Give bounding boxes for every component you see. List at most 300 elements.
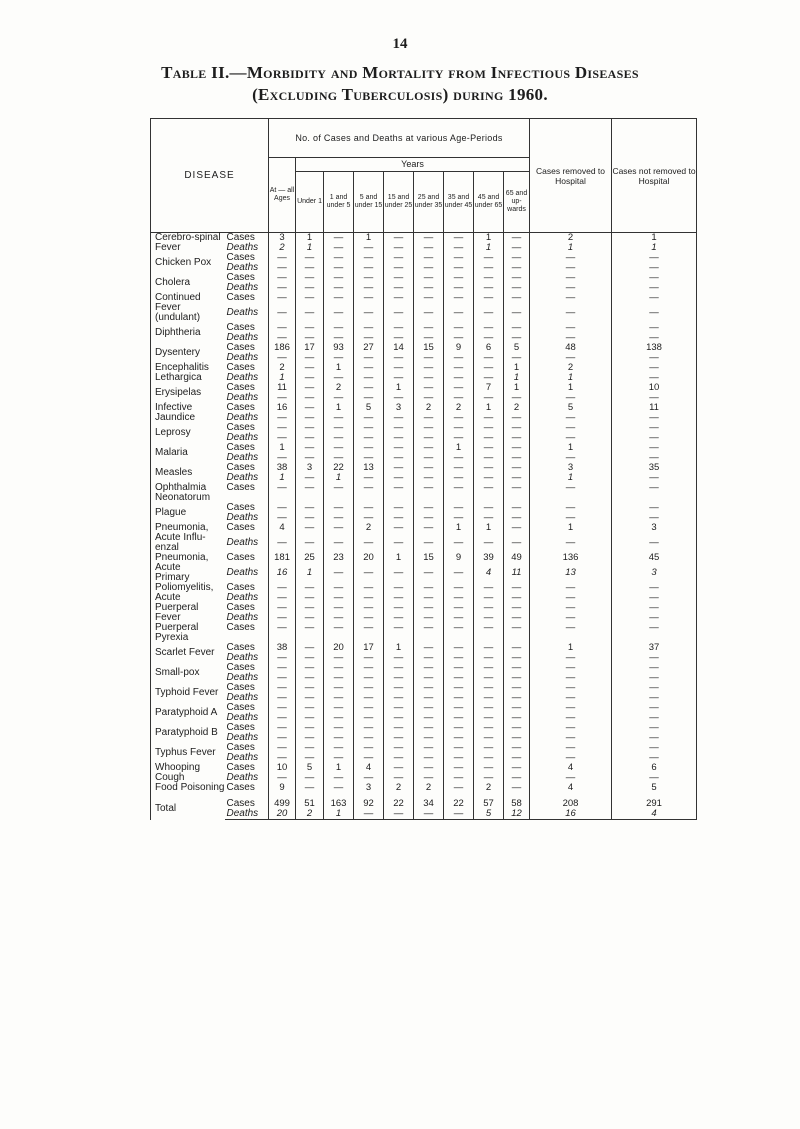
cell-deaths: —	[474, 713, 504, 723]
disease-name-line: Paratyphoid B	[155, 727, 218, 738]
cell-cases: 5	[296, 763, 324, 773]
cell-cases: —	[504, 723, 530, 733]
cell-cases: 23	[324, 553, 354, 568]
cell-cases: —	[296, 783, 324, 793]
cell-cases: —	[354, 723, 384, 733]
cell-deaths: —	[414, 673, 444, 683]
cell-deaths: —	[530, 283, 612, 293]
cell-cases: —	[444, 383, 474, 393]
cell-cases: 1	[324, 763, 354, 773]
disease-name	[151, 583, 225, 603]
header-disease: DISEASE	[151, 119, 269, 233]
cell-deaths: —	[474, 473, 504, 483]
cell-cases: —	[384, 273, 414, 283]
cell-cases: 93	[324, 343, 354, 353]
cell-cases: —	[324, 253, 354, 263]
cell-deaths: —	[414, 433, 444, 443]
cell-deaths: —	[414, 473, 444, 483]
cell-cases: —	[474, 623, 504, 643]
cell-cases: —	[414, 523, 444, 538]
cell-deaths: —	[384, 809, 414, 820]
cell-cases: —	[474, 273, 504, 283]
cell-deaths: —	[384, 613, 414, 623]
cell-deaths: 4	[474, 568, 504, 583]
cell-deaths: —	[530, 613, 612, 623]
cell-cases: —	[354, 443, 384, 453]
cell-cases: —	[530, 623, 612, 643]
cell-cases: 1	[612, 233, 697, 244]
cell-deaths: 1	[324, 473, 354, 483]
cell-cases: —	[269, 323, 296, 333]
cell-cases: 9	[269, 783, 296, 793]
cell-cases: 22	[384, 799, 414, 809]
disease-name-line: Fever	[155, 612, 181, 623]
cell-deaths: —	[612, 513, 697, 523]
cell-deaths: —	[444, 568, 474, 583]
cell-deaths: —	[504, 308, 530, 323]
cell-deaths: —	[354, 809, 384, 820]
cell-deaths: —	[414, 263, 444, 273]
cell-deaths: —	[324, 673, 354, 683]
cell-cases: —	[354, 483, 384, 503]
cell-deaths: —	[324, 773, 354, 783]
cell-cases: —	[269, 423, 296, 433]
cell-deaths: —	[324, 513, 354, 523]
cell-deaths: —	[612, 693, 697, 703]
cell-cases: —	[269, 683, 296, 693]
row-label-cases: Cases	[225, 293, 269, 308]
cell-deaths: —	[530, 413, 612, 423]
row-label-deaths: Deaths	[225, 283, 269, 293]
cell-cases: 136	[530, 553, 612, 568]
cell-deaths: —	[612, 433, 697, 443]
cell-deaths: —	[269, 263, 296, 273]
disease-name-line: Puerperal	[155, 622, 199, 633]
cell-deaths: 2	[296, 809, 324, 820]
cell-deaths: —	[384, 283, 414, 293]
cell-cases: 22	[324, 463, 354, 473]
cell-cases: —	[414, 503, 444, 513]
cell-cases: —	[296, 703, 324, 713]
cell-deaths: —	[474, 513, 504, 523]
cell-deaths: —	[269, 333, 296, 343]
cell-deaths: —	[414, 373, 444, 383]
cell-deaths: —	[530, 653, 612, 663]
cell-deaths: —	[269, 733, 296, 743]
disease-name-line: Pneumonia,	[155, 552, 209, 563]
cell-cases: —	[354, 683, 384, 693]
cell-deaths: —	[504, 413, 530, 423]
cell-cases: —	[296, 443, 324, 453]
cell-cases: —	[269, 623, 296, 643]
row-label-deaths: Deaths	[225, 263, 269, 273]
cell-cases: 499	[269, 799, 296, 809]
row-label-deaths: Deaths	[225, 243, 269, 253]
cell-deaths: —	[296, 453, 324, 463]
cell-deaths: —	[504, 513, 530, 523]
cell-deaths: —	[384, 308, 414, 323]
cell-deaths: —	[530, 393, 612, 403]
cell-cases: —	[414, 253, 444, 263]
cell-cases: —	[296, 253, 324, 263]
row-label-cases: Cases	[225, 799, 269, 809]
disease-name	[151, 703, 225, 723]
heading-line-1: Table II.—Morbidity and Mortality from Infectious Diseases	[161, 63, 639, 82]
cell-deaths: —	[354, 433, 384, 443]
cell-cases: 1	[324, 403, 354, 413]
cell-cases: —	[504, 583, 530, 593]
cell-deaths: —	[269, 713, 296, 723]
cell-cases: —	[324, 583, 354, 593]
cell-deaths: —	[324, 413, 354, 423]
page-number: 14	[392, 36, 408, 52]
cell-cases: 2	[414, 403, 444, 413]
disease-name	[151, 723, 225, 743]
cell-deaths: —	[444, 353, 474, 363]
cell-cases: —	[612, 743, 697, 753]
cell-cases: —	[612, 723, 697, 733]
cell-cases: —	[414, 723, 444, 733]
cell-deaths: —	[504, 753, 530, 763]
cell-cases: —	[296, 643, 324, 653]
cell-cases: —	[530, 723, 612, 733]
cell-deaths: —	[354, 333, 384, 343]
cell-deaths: —	[504, 713, 530, 723]
cell-cases: 2	[414, 783, 444, 793]
cell-cases: 138	[612, 343, 697, 353]
cell-deaths: 16	[269, 568, 296, 583]
disease-name-line: Small-pox	[155, 667, 200, 678]
row-label-cases: Cases	[225, 703, 269, 713]
cell-deaths: —	[354, 673, 384, 683]
cell-cases: 1	[444, 443, 474, 453]
cell-deaths: —	[530, 753, 612, 763]
cell-deaths: —	[269, 353, 296, 363]
cell-deaths: —	[612, 263, 697, 273]
disease-name-line: Plague	[155, 507, 187, 518]
row-label-cases: Cases	[225, 663, 269, 673]
cell-cases: —	[444, 763, 474, 773]
cell-cases: 20	[324, 643, 354, 653]
cell-cases: —	[296, 683, 324, 693]
cell-deaths: —	[474, 433, 504, 443]
cell-deaths: —	[324, 433, 354, 443]
disease-name-line: Infective	[155, 402, 193, 413]
cell-cases: —	[414, 463, 444, 473]
cell-cases: —	[296, 623, 324, 643]
cell-deaths: —	[474, 413, 504, 423]
cell-deaths: —	[269, 753, 296, 763]
cell-deaths: —	[612, 673, 697, 683]
cell-deaths: —	[269, 693, 296, 703]
disease-name-line: Malaria	[155, 447, 188, 458]
cell-cases: —	[504, 643, 530, 653]
cell-deaths: —	[444, 413, 474, 423]
cell-deaths: —	[504, 453, 530, 463]
cell-deaths: —	[414, 693, 444, 703]
disease-name	[151, 253, 225, 273]
table-row	[151, 809, 697, 820]
cell-deaths: —	[296, 433, 324, 443]
cell-deaths: —	[444, 333, 474, 343]
cell-cases: —	[414, 643, 444, 653]
cell-deaths: —	[444, 263, 474, 273]
cell-deaths: —	[384, 433, 414, 443]
row-label-deaths: Deaths	[225, 433, 269, 443]
cell-deaths: —	[296, 773, 324, 783]
cell-cases: 3	[384, 403, 414, 413]
cell-deaths: —	[504, 473, 530, 483]
cell-deaths: —	[384, 373, 414, 383]
cell-deaths: —	[354, 263, 384, 273]
cell-cases: —	[612, 623, 697, 643]
cell-deaths: —	[444, 673, 474, 683]
cell-cases: —	[612, 293, 697, 308]
cell-cases: 38	[269, 643, 296, 653]
cell-cases: —	[612, 423, 697, 433]
cell-cases: 5	[504, 343, 530, 353]
cell-deaths: —	[296, 393, 324, 403]
cell-deaths: —	[296, 713, 324, 723]
header-age-periods: No. of Cases and Deaths at various Age-Periods	[269, 119, 530, 158]
cell-deaths: —	[444, 283, 474, 293]
cell-deaths: —	[324, 753, 354, 763]
cell-cases: —	[414, 603, 444, 613]
cell-deaths: 1	[296, 243, 324, 253]
row-label-deaths: Deaths	[225, 353, 269, 363]
cell-cases: —	[384, 743, 414, 753]
cell-cases: —	[324, 603, 354, 613]
cell-deaths: —	[474, 393, 504, 403]
cell-deaths: —	[354, 773, 384, 783]
cell-cases: 2	[474, 783, 504, 793]
cell-deaths: —	[474, 613, 504, 623]
cell-deaths: —	[384, 243, 414, 253]
cell-deaths: —	[354, 413, 384, 423]
cell-deaths: —	[504, 283, 530, 293]
cell-cases: —	[474, 363, 504, 373]
header-age-6: 45 and under 65	[474, 172, 504, 233]
cell-cases: —	[384, 503, 414, 513]
disease-name	[151, 363, 225, 383]
cell-cases: —	[414, 583, 444, 593]
cell-deaths: —	[269, 653, 296, 663]
row-label-deaths: Deaths	[225, 653, 269, 663]
cell-cases: —	[612, 253, 697, 263]
cell-cases: —	[530, 253, 612, 263]
cell-cases: 6	[474, 343, 504, 353]
cell-cases: —	[354, 253, 384, 263]
cell-deaths: —	[354, 373, 384, 383]
disease-name-line: Jaundice	[155, 412, 196, 423]
cell-cases: —	[530, 603, 612, 613]
cell-deaths: —	[414, 513, 444, 523]
disease-name-line: Fever	[155, 302, 181, 313]
cell-deaths: —	[296, 413, 324, 423]
cell-cases: —	[324, 443, 354, 453]
cell-deaths: —	[354, 693, 384, 703]
cell-cases: —	[444, 323, 474, 333]
cell-cases: —	[354, 743, 384, 753]
cell-deaths: —	[530, 538, 612, 553]
cell-cases: —	[504, 623, 530, 643]
disease-name-line: Primary	[155, 572, 190, 583]
cell-deaths: —	[384, 673, 414, 683]
cell-cases: —	[504, 323, 530, 333]
cell-cases: —	[530, 323, 612, 333]
cell-cases: —	[384, 423, 414, 433]
cell-deaths: 11	[504, 568, 530, 583]
cell-deaths: —	[296, 593, 324, 603]
cell-cases: —	[296, 403, 324, 413]
cell-deaths: —	[444, 693, 474, 703]
cell-deaths: —	[504, 673, 530, 683]
row-label-cases: Cases	[225, 403, 269, 413]
cell-deaths: —	[269, 773, 296, 783]
cell-cases: —	[474, 463, 504, 473]
cell-cases: 34	[414, 799, 444, 809]
cell-deaths: —	[414, 593, 444, 603]
cell-deaths: —	[354, 243, 384, 253]
cell-deaths: —	[324, 653, 354, 663]
cell-cases: —	[612, 683, 697, 693]
cell-cases: 1	[530, 383, 612, 393]
cell-cases: —	[384, 523, 414, 538]
cell-deaths: —	[414, 809, 444, 820]
cell-cases: —	[444, 253, 474, 263]
cell-cases: 58	[504, 799, 530, 809]
disease-name-line: Food Poisoning	[155, 782, 225, 793]
cell-cases: 2	[324, 383, 354, 393]
cell-cases: —	[530, 683, 612, 693]
disease-name-line: Leprosy	[155, 427, 191, 438]
disease-name-line: Dysentery	[155, 347, 201, 358]
cell-cases: 1	[530, 443, 612, 453]
cell-deaths: 1	[504, 373, 530, 383]
cell-cases: —	[296, 383, 324, 393]
row-label-cases: Cases	[225, 723, 269, 733]
cell-deaths: —	[354, 353, 384, 363]
cell-cases: —	[269, 723, 296, 733]
cell-cases: 4	[269, 523, 296, 538]
cell-cases: 92	[354, 799, 384, 809]
cell-cases: —	[504, 783, 530, 793]
cell-cases: 9	[444, 343, 474, 353]
cell-cases: —	[269, 743, 296, 753]
cell-cases: —	[444, 423, 474, 433]
cell-deaths: —	[296, 753, 324, 763]
cell-deaths: —	[414, 413, 444, 423]
cell-deaths: —	[530, 593, 612, 603]
disease-name-line: Acute	[155, 592, 181, 603]
cell-cases: 4	[354, 763, 384, 773]
cell-cases: —	[612, 443, 697, 453]
cell-cases: —	[324, 293, 354, 308]
cell-deaths: —	[384, 393, 414, 403]
cell-deaths: 13	[530, 568, 612, 583]
cell-deaths: —	[414, 538, 444, 553]
cell-cases: —	[269, 273, 296, 283]
cell-deaths: —	[354, 393, 384, 403]
disease-name	[151, 423, 225, 443]
cell-cases: 3	[612, 523, 697, 538]
cell-cases: 1	[474, 233, 504, 244]
cell-cases: 48	[530, 343, 612, 353]
cell-deaths: —	[296, 283, 324, 293]
cell-deaths: —	[474, 693, 504, 703]
cell-cases: 39	[474, 553, 504, 568]
cell-deaths: —	[612, 453, 697, 463]
cell-deaths: —	[324, 593, 354, 603]
cell-cases: 57	[474, 799, 504, 809]
row-label-cases: Cases	[225, 323, 269, 333]
cell-cases: 3	[354, 783, 384, 793]
cell-cases: —	[384, 663, 414, 673]
morbidity-table	[150, 118, 697, 820]
cell-deaths: —	[384, 593, 414, 603]
cell-cases: —	[384, 623, 414, 643]
row-label-cases: Cases	[225, 483, 269, 503]
cell-deaths: —	[296, 353, 324, 363]
cell-deaths: 1	[612, 243, 697, 253]
disease-name-line: Ophthalmia	[155, 482, 207, 493]
disease-name-line: Erysipelas	[155, 387, 202, 398]
row-label-deaths: Deaths	[225, 333, 269, 343]
cell-cases: 1	[444, 523, 474, 538]
cell-deaths: —	[354, 753, 384, 763]
cell-cases: —	[504, 503, 530, 513]
cell-deaths: —	[296, 613, 324, 623]
cell-deaths: —	[530, 513, 612, 523]
cell-cases: —	[354, 583, 384, 593]
cell-cases: —	[414, 233, 444, 244]
disease-name	[151, 233, 225, 254]
cell-deaths: —	[269, 308, 296, 323]
cell-deaths: 1	[296, 568, 324, 583]
cell-cases: 1	[324, 363, 354, 373]
row-label-deaths: Deaths	[225, 373, 269, 383]
cell-cases: —	[269, 703, 296, 713]
disease-name	[151, 799, 225, 820]
row-label-cases: Cases	[225, 623, 269, 643]
disease-name	[151, 743, 225, 763]
table-row	[151, 553, 697, 568]
cell-cases: 186	[269, 343, 296, 353]
cell-deaths: —	[324, 308, 354, 323]
row-label-deaths: Deaths	[225, 713, 269, 723]
cell-deaths: —	[444, 513, 474, 523]
cell-cases: —	[324, 623, 354, 643]
cell-cases: —	[444, 623, 474, 643]
disease-name-line: Poliomyelitis,	[155, 582, 214, 593]
cell-deaths: —	[414, 773, 444, 783]
row-label-cases: Cases	[225, 503, 269, 513]
cell-cases: —	[384, 363, 414, 373]
cell-cases: —	[414, 683, 444, 693]
cell-deaths: —	[444, 453, 474, 463]
cell-deaths: —	[444, 473, 474, 483]
cell-cases: —	[612, 583, 697, 593]
cell-deaths: —	[504, 733, 530, 743]
cell-deaths: —	[414, 393, 444, 403]
cell-cases: —	[384, 723, 414, 733]
row-label-cases: Cases	[225, 443, 269, 453]
row-label-deaths: Deaths	[225, 513, 269, 523]
cell-cases: —	[384, 683, 414, 693]
cell-cases: —	[324, 723, 354, 733]
cell-deaths: —	[354, 593, 384, 603]
cell-cases: —	[324, 323, 354, 333]
